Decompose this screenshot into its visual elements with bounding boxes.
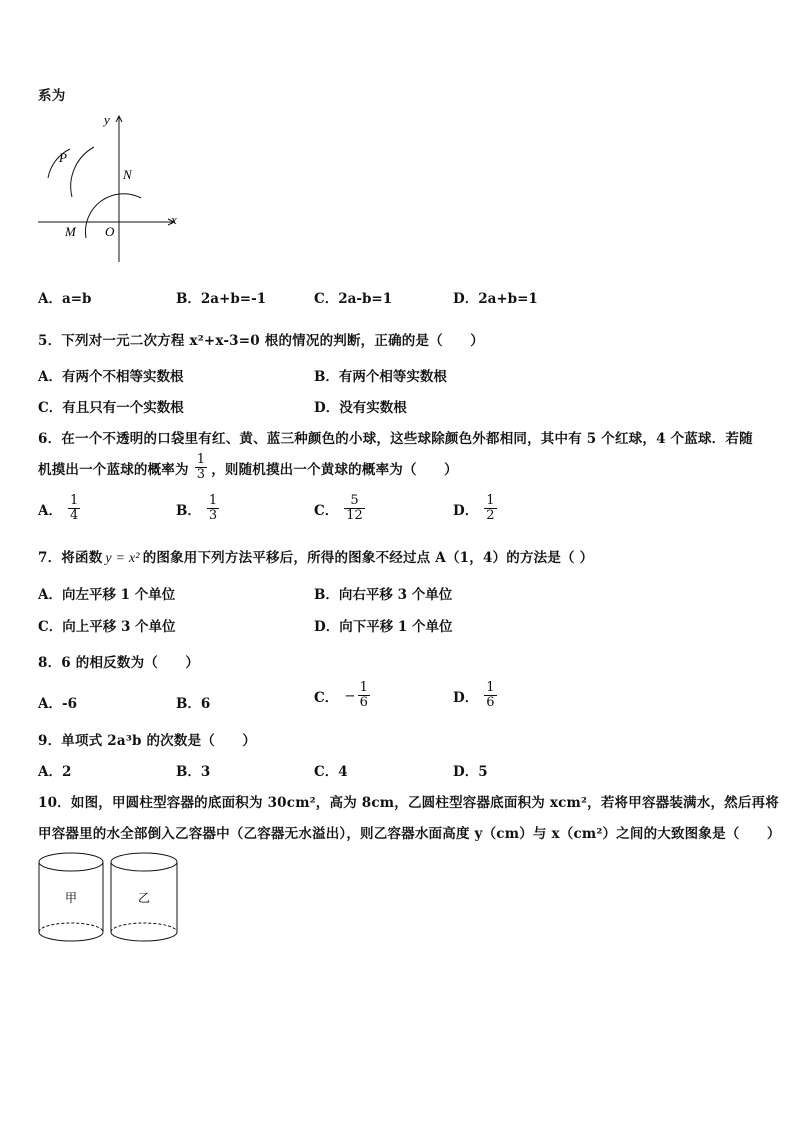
option-fraction <box>358 681 370 710</box>
arc-p-right <box>71 147 94 197</box>
minus-sign: − <box>344 687 356 704</box>
option-fraction <box>344 494 365 523</box>
fraction-denominator: 12 <box>346 508 363 523</box>
option-fraction <box>484 494 496 523</box>
q6-option-c[interactable] <box>314 494 365 523</box>
point-n-label: N <box>123 167 132 182</box>
q6-stem-text-pre: 机摸出一个蓝球的概率为 <box>38 461 189 478</box>
cylinder-a <box>39 853 103 941</box>
continued-question-text: 系为 <box>38 88 66 104</box>
q5-option-a[interactable]: A．有两个不相等实数根 <box>38 369 184 385</box>
q5-option-d[interactable]: D．没有实数根 <box>314 400 407 416</box>
fraction-numerator: 1 <box>69 493 79 508</box>
q10-stem-line2: 甲容器里的水全部倒入乙容器中（乙容器无水溢出），则乙容器水面高度 y（cm）与 x（cm²）之间的大致图象是（ ） <box>38 826 781 842</box>
q6-stem-line1: 6．在一个不透明的口袋里有红、黄、蓝三种颜色的小球，这些球除颜色外都相同，其中有 5 个红球，4 个蓝球．若随 <box>38 431 753 447</box>
q7-stem-post: 的图象用下列方法平移后，所得的图象不经过点 A（1，4）的方法是（ ） <box>142 550 594 566</box>
x-label: x <box>171 212 177 227</box>
fraction-denominator: 2 <box>486 508 495 523</box>
q9-stem: 9．单项式 2a³b 的次数是（ ） <box>38 733 257 749</box>
q5-option-b[interactable]: B．有两个相等实数根 <box>314 369 447 385</box>
q6-stem-fraction <box>195 453 207 482</box>
q6-stem-line2 <box>38 453 458 482</box>
fraction-denominator: 3 <box>208 508 218 523</box>
q4-option-b[interactable]: B．2a+b=-1 <box>176 291 267 307</box>
q7-option-b[interactable]: B．向右平移 3 个单位 <box>314 587 453 603</box>
option-label: B． <box>176 502 201 519</box>
q9-option-d[interactable]: D．5 <box>453 764 488 780</box>
q9-option-a[interactable]: A．2 <box>38 764 72 780</box>
point-p-label: P <box>59 150 67 165</box>
q7-stem <box>38 546 593 567</box>
option-fraction <box>68 494 80 523</box>
q8-option-a[interactable]: A．-6 <box>38 696 77 712</box>
q8-option-d[interactable] <box>453 681 497 710</box>
q5-option-c[interactable]: C．有且只有一个实数根 <box>38 400 184 416</box>
option-label: C． <box>314 502 339 519</box>
q6-option-b[interactable] <box>176 494 219 523</box>
fraction-numerator: 1 <box>486 680 495 695</box>
origin-label: O <box>105 224 115 239</box>
q7-option-c[interactable]: C．向上平移 3 个单位 <box>38 619 176 635</box>
fraction-denominator: 6 <box>486 695 495 710</box>
q4-option-d[interactable]: D．2a+b=1 <box>453 291 538 307</box>
q7-option-a[interactable]: A．向左平移 1 个单位 <box>38 587 176 603</box>
fraction-denominator: 6 <box>359 695 368 710</box>
q4-option-c[interactable]: C．2a-b=1 <box>314 291 393 307</box>
fraction-numerator: 1 <box>196 452 206 467</box>
y-label: y <box>104 112 110 127</box>
q7-stem-pre: 7．将函数 <box>38 550 103 566</box>
option-fraction <box>207 494 219 523</box>
fraction-numerator: 1 <box>208 493 218 508</box>
option-label: D． <box>453 689 479 706</box>
q8-option-c[interactable] <box>314 681 370 710</box>
q8-option-b[interactable]: B．6 <box>176 696 211 712</box>
fraction-denominator: 4 <box>69 508 79 523</box>
q7-function-expression: y = x² <box>105 551 140 566</box>
q7-option-d[interactable]: D．向下平移 1 个单位 <box>314 619 453 635</box>
fraction-numerator: 5 <box>350 493 359 508</box>
cylinder-a-label: 甲 <box>64 891 78 905</box>
option-fraction <box>484 681 496 710</box>
fraction-denominator: 3 <box>196 467 206 482</box>
option-label: C． <box>314 689 339 706</box>
option-label: A． <box>38 502 62 519</box>
fraction-numerator: 1 <box>359 680 368 695</box>
q4-option-a[interactable]: A．a=b <box>38 291 92 307</box>
q9-option-b[interactable]: B．3 <box>176 764 211 780</box>
cylinders-figure <box>36 850 186 946</box>
q6-option-d[interactable] <box>453 494 497 523</box>
q6-option-a[interactable] <box>38 494 80 523</box>
q5-stem: 5．下列对一元二次方程 x²+x-3=0 根的情况的判断，正确的是（ ） <box>38 333 484 349</box>
cylinder-b <box>111 853 177 941</box>
q9-option-c[interactable]: C．4 <box>314 764 348 780</box>
coordinate-figure <box>34 112 184 267</box>
cylinder-b-label: 乙 <box>137 891 151 905</box>
q6-stem-text-post: ，则随机摸出一个黄球的概率为（ ） <box>211 461 458 478</box>
q8-stem: 8．6 的相反数为（ ） <box>38 655 200 671</box>
q10-stem-line1: 10．如图，甲圆柱型容器的底面积为 30cm²，高为 8cm，乙圆柱型容器底面积为 xcm²，若将甲容器装满水，然后再将 <box>38 795 779 811</box>
fraction-numerator: 1 <box>486 493 495 508</box>
point-m-label: M <box>65 224 76 239</box>
option-label: D． <box>453 502 479 519</box>
